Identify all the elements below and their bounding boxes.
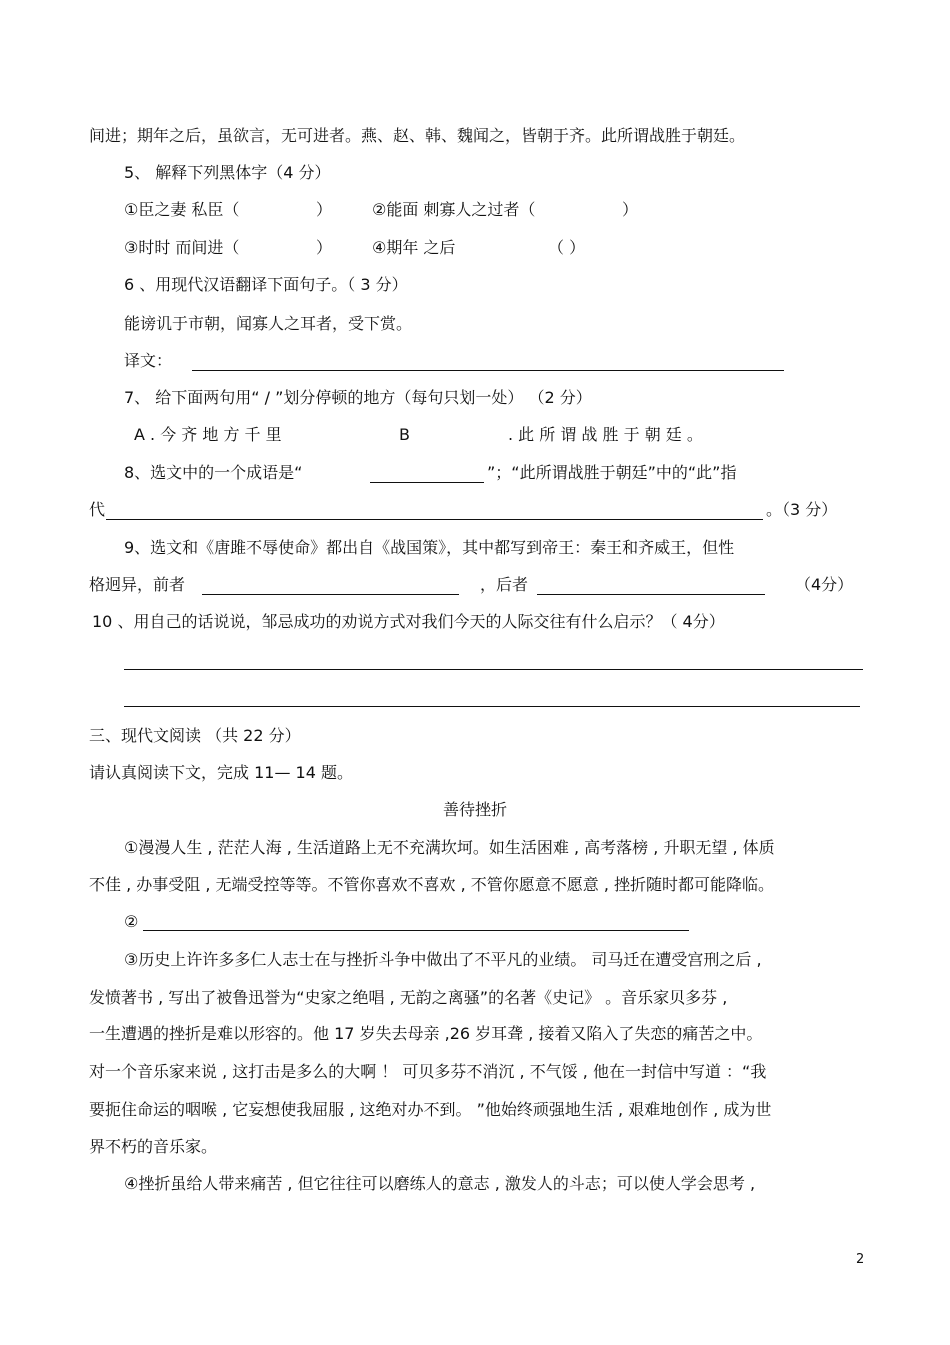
article-paragraph-2-marker: ② <box>124 912 139 931</box>
question-7-option-b-letter: B <box>399 425 410 444</box>
question-5-item-4: ④期年 之后 <box>372 238 456 257</box>
question-8-score: 。（3 分） <box>766 500 838 519</box>
question-6-answer-line[interactable] <box>192 370 784 371</box>
question-5-item-3-close: ） <box>316 238 333 257</box>
question-5-item-4-paren: （ ） <box>548 238 586 257</box>
article-paragraph-1-line-1: ①漫漫人生 , 茫茫人海 , 生活道路上无不充满坎坷。如生活困难 , 高考落榜 , 升职无望 , 体质 <box>124 838 775 857</box>
question-6-answer-label: 译文： <box>124 351 173 370</box>
question-9-continuation-b: ，后者 <box>480 575 529 594</box>
article-paragraph-2-blank[interactable] <box>143 930 689 931</box>
article-paragraph-1-line-2: 不佳 , 办事受阻 , 无端受控等等。不管你喜欢不喜欢 , 不管你愿意不愿意 , 挫折随时都可能降临。 <box>89 875 775 894</box>
section-3-instruction: 请认真阅读下文，完成 11— 14 题。 <box>89 763 353 782</box>
article-paragraph-3-line-6: 界不朽的音乐家。 <box>89 1137 218 1156</box>
question-5-item-1: ①臣之妻 私臣（ <box>124 200 240 219</box>
question-10-answer-line-2[interactable] <box>124 706 860 707</box>
question-5-item-3: ③时时 而间进（ <box>124 238 240 257</box>
article-paragraph-3-line-4: 对一个音乐家来说 , 这打击是多么的大啊 ！ 可贝多芬不消沉 , 不气馁 , 他在一封信中写道 ：“我 <box>89 1062 767 1081</box>
question-9-score: （4分） <box>795 575 854 594</box>
question-8-stem-a: 8、选文中的一个成语是“ <box>124 463 303 482</box>
question-5-item-1-close: ） <box>316 200 333 219</box>
question-8-reference-blank[interactable] <box>106 519 763 520</box>
question-6-stem: 6 、用现代汉语翻译下面句子。（ 3 分） <box>124 275 408 294</box>
passage-end-line: 间进；期年之后，虽欲言，无可进者。燕、赵、韩、魏闻之，皆朝于齐。此所谓战胜于朝廷。 <box>89 126 746 145</box>
question-9-former-blank[interactable] <box>202 594 459 595</box>
question-8-continuation: 代 <box>89 500 106 519</box>
page-number: 2 <box>856 1252 865 1267</box>
question-5-item-2-close: ） <box>622 200 639 219</box>
article-paragraph-4-line-1: ④挫折虽给人带来痛苦 , 但它往往可以磨练人的意志 , 激发人的斗志；可以使人学会思考 , <box>124 1174 756 1193</box>
article-paragraph-3-line-5: 要扼住命运的咽喉 , 它妄想使我屈服 , 这绝对办不到。 ”他始终顽强地生活 , 艰难地创作 , 成为世 <box>89 1100 772 1119</box>
question-9-latter-blank[interactable] <box>537 594 765 595</box>
section-3-heading: 三、现代文阅读 （共 22 分） <box>89 726 301 745</box>
question-10-answer-line-1[interactable] <box>124 669 863 670</box>
article-paragraph-3-line-3: 一生遭遇的挫折是难以形容的。他 17 岁失去母亲 ,26 岁耳聋 , 接着又陷入了失恋的痛苦之中。 <box>89 1024 763 1043</box>
article-paragraph-3-line-1: ③历史上许许多多仁人志士在与挫折斗争中做出了不平凡的业绩。 司马迁在遭受宫刑之后 , <box>124 950 762 969</box>
question-5-item-2: ②能面 刺寡人之过者（ <box>372 200 536 219</box>
question-7-option-a: A . 今 齐 地 方 千 里 <box>134 425 282 444</box>
question-8-idiom-blank[interactable] <box>370 482 484 483</box>
article-paragraph-3-line-2: 发愤著书 , 写出了被鲁迅誉为“史家之绝唱 , 无韵之离骚”的名著《史记》 。音乐家贝多芬 , <box>89 988 728 1007</box>
question-8-stem-b: ”；“此所谓战胜于朝廷”中的“此”指 <box>487 463 737 482</box>
question-7-stem: 7、 给下面两句用“ / ”划分停顿的地方（每句只划一处） （2 分） <box>124 388 592 407</box>
question-9-stem: 9、选文和《唐雎不辱使命》都出自《战国策》，其中都写到帝王：秦王和齐威王，但性 <box>124 538 735 557</box>
question-7-option-b: . 此 所 谓 战 胜 于 朝 廷 。 <box>508 425 703 444</box>
question-9-continuation-a: 格迥异，前者 <box>89 575 186 594</box>
question-5-stem: 5、 解释下列黑体字（4 分） <box>124 163 331 182</box>
question-6-sentence: 能谤讥于市朝，闻寡人之耳者，受下赏。 <box>124 314 413 333</box>
question-10-stem: 10 、用自己的话说说，邹忌成功的劝说方式对我们今天的人际交往有什么启示？（ 4分） <box>92 612 725 631</box>
article-title: 善待挫折 <box>443 800 508 819</box>
